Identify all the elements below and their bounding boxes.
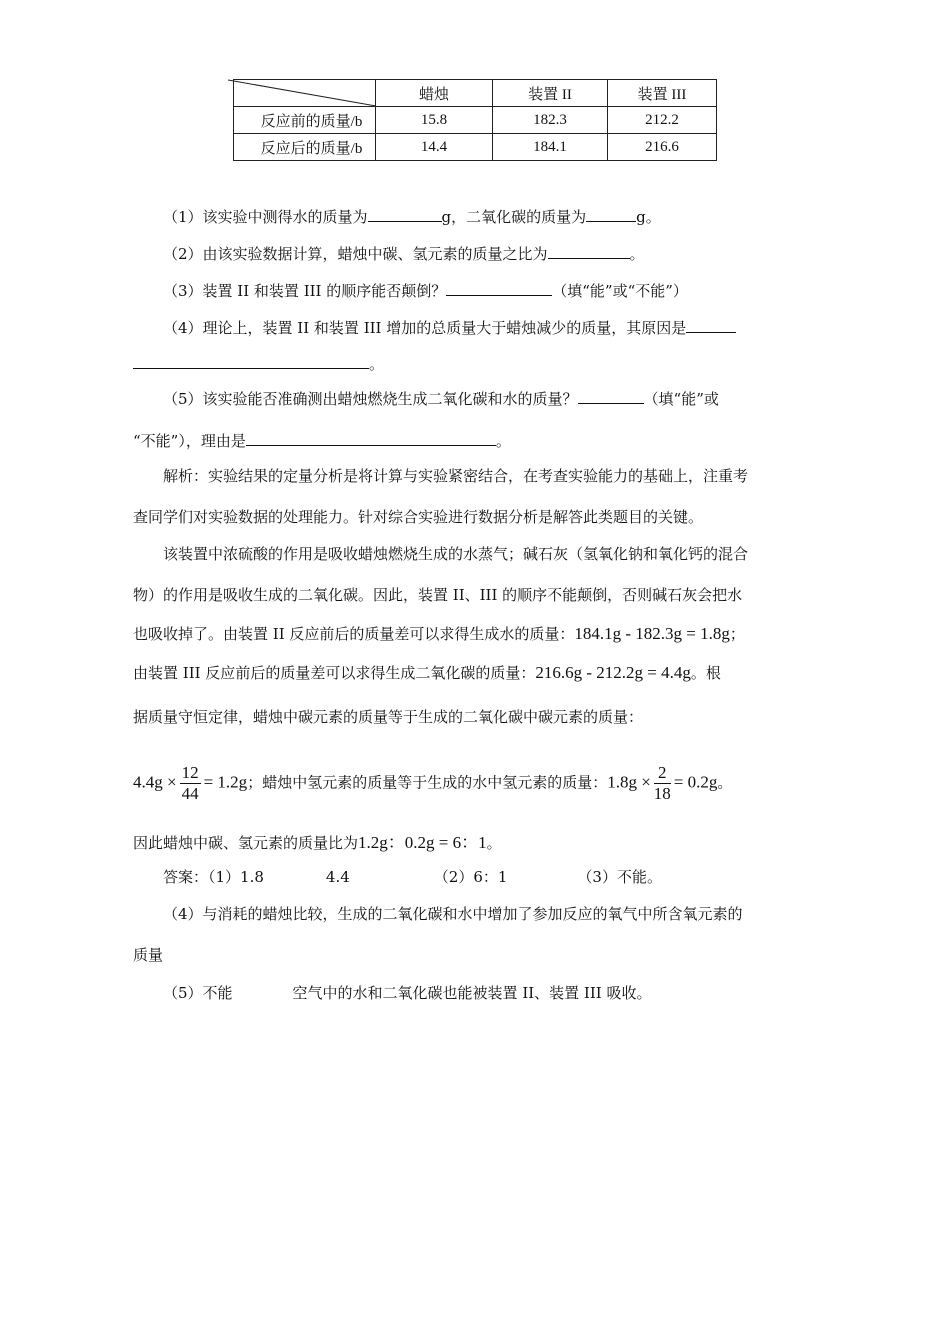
table-header-row	[234, 80, 717, 107]
question-text: g，二氧化碳的质量为	[441, 208, 587, 226]
table-cell: 182.3	[493, 107, 608, 134]
math-expression: 184.1g - 182.3g = 1.8g	[574, 624, 730, 643]
analysis-p1-line1: 解析：实验结果的定量分析是将计算与实验紧密结合，在考查实验能力的基础上，注重考	[163, 467, 749, 485]
table-header-cell: 装置 III	[608, 80, 717, 107]
analysis-text: 。	[486, 834, 502, 852]
question-5	[163, 388, 719, 409]
question-1	[163, 206, 661, 227]
table-cell: 212.2	[608, 107, 717, 134]
table-header-cell: 蜡烛	[376, 80, 493, 107]
fraction-numerator: 12	[181, 763, 199, 782]
question-3	[163, 280, 688, 301]
answer-5: （5）不能	[163, 984, 233, 1002]
question-text: 。	[495, 432, 511, 450]
answer-5-reason: 空气中的水和二氧化碳也能被装置 II、装置 III 吸收。	[292, 984, 652, 1002]
blank	[548, 244, 630, 259]
analysis-p2-line5: 据质量守恒定律，蜡烛中碳元素的质量等于生成的二氧化碳中碳元素的质量：	[133, 708, 644, 726]
analysis-text: 因此蜡烛中碳、氢元素的质量比为	[133, 834, 359, 852]
diagonal-line	[228, 79, 376, 107]
answer-2: （2）6：1	[433, 868, 508, 886]
question-4-cont	[133, 353, 384, 374]
answers-label: 答案：	[163, 868, 209, 886]
math-expression: 1.2g：0.2g = 6：1	[358, 833, 487, 852]
answer-1b: 4.4	[325, 868, 350, 886]
question-text: （3）装置 II 和装置 III 的顺序能否颠倒？	[163, 282, 447, 300]
analysis-text: 。根	[690, 664, 721, 682]
question-text: （填“能”或	[643, 390, 719, 408]
fraction-numerator: 2	[654, 763, 671, 784]
table-header-cell: 装置 II	[493, 80, 608, 107]
question-text: （2）由该实验数据计算，蜡烛中碳、氢元素的质量之比为	[163, 245, 548, 263]
question-2	[163, 243, 645, 264]
question-text: “不能”），理由是	[133, 432, 246, 450]
blank	[446, 281, 552, 296]
table-cell: 216.6	[608, 134, 717, 161]
table-row	[234, 134, 717, 161]
analysis-text: 。	[717, 773, 733, 792]
table-row	[234, 107, 717, 134]
blank	[578, 389, 644, 404]
question-text: （1）该实验中测得水的质量为	[163, 208, 368, 226]
question-text: g。	[636, 208, 661, 226]
analysis-text: 由装置 III 反应前后的质量差可以求得生成二氧化碳的质量：	[133, 664, 536, 682]
analysis-p2-line3	[133, 623, 745, 644]
analysis-p1-line2: 查同学们对实验数据的处理能力。针对综合实验进行数据分析是解答此类题目的关键。	[133, 508, 704, 526]
answers-line	[163, 866, 662, 887]
math-expression: 216.6g - 212.2g = 4.4g	[535, 663, 691, 682]
answer-4-line1: （4）与消耗的蜡烛比较，生成的二氧化碳和水中增加了参加反应的氧气中所含氧元素的	[163, 905, 743, 923]
blank	[686, 318, 736, 333]
question-text: （填“能”或“不能”）	[552, 282, 688, 300]
data-table	[233, 79, 717, 161]
analysis-text: 也吸收掉了。由装置 II 反应前后的质量差可以求得生成水的质量：	[133, 625, 575, 643]
math-expression: = 1.2g	[203, 772, 248, 792]
blank	[368, 207, 442, 222]
blank	[133, 354, 369, 369]
question-5-cont	[133, 430, 511, 451]
blank	[246, 431, 496, 446]
question-4	[163, 317, 736, 338]
question-text: 。	[369, 355, 385, 373]
question-text: 。	[629, 245, 645, 263]
table-row-label: 反应前的质量/b	[234, 107, 376, 134]
answer-5-line	[163, 982, 651, 1003]
table-cell: 184.1	[493, 134, 608, 161]
analysis-p3	[133, 828, 502, 853]
table-row-label: 反应后的质量/b	[234, 134, 376, 161]
table-cell: 15.8	[376, 107, 493, 134]
question-text: （4）理论上，装置 II 和装置 III 增加的总质量大于蜡烛减少的质量，其原因是	[163, 319, 687, 337]
fraction	[180, 763, 201, 804]
analysis-text: ；	[729, 625, 745, 643]
analysis-p2-line2: 物）的作用是吸收生成的二氧化碳。因此，装置 II、III 的顺序不能颠倒，否则碱石灰会把水	[133, 586, 743, 604]
analysis-p2-line1: 该装置中浓硫酸的作用是吸收蜡烛燃烧生成的水蒸气；碱石灰（氢氧化钠和氧化钙的混合	[163, 545, 749, 563]
fraction-denominator: 44	[181, 784, 199, 803]
table-corner-cell	[234, 80, 376, 107]
math-expression: 4.4g ×	[133, 772, 177, 792]
math-expression: 1.8g ×	[607, 772, 651, 792]
math-expression: = 0.2g	[673, 772, 718, 792]
answer-1: （1）1.8	[208, 868, 264, 886]
equation-line	[133, 763, 732, 804]
fraction-denominator: 18	[653, 784, 671, 803]
analysis-p2-line4	[133, 662, 721, 683]
answer-4-line2: 质量	[133, 946, 164, 964]
question-text: （5）该实验能否准确测出蜡烛燃烧生成二氧化碳和水的质量？	[163, 390, 578, 408]
table-cell: 14.4	[376, 134, 493, 161]
blank	[586, 207, 636, 222]
answer-3: （3）不能。	[577, 868, 662, 886]
fraction	[654, 763, 671, 804]
analysis-text: ；蜡烛中氢元素的质量等于生成的水中氢元素的质量：	[247, 773, 608, 792]
